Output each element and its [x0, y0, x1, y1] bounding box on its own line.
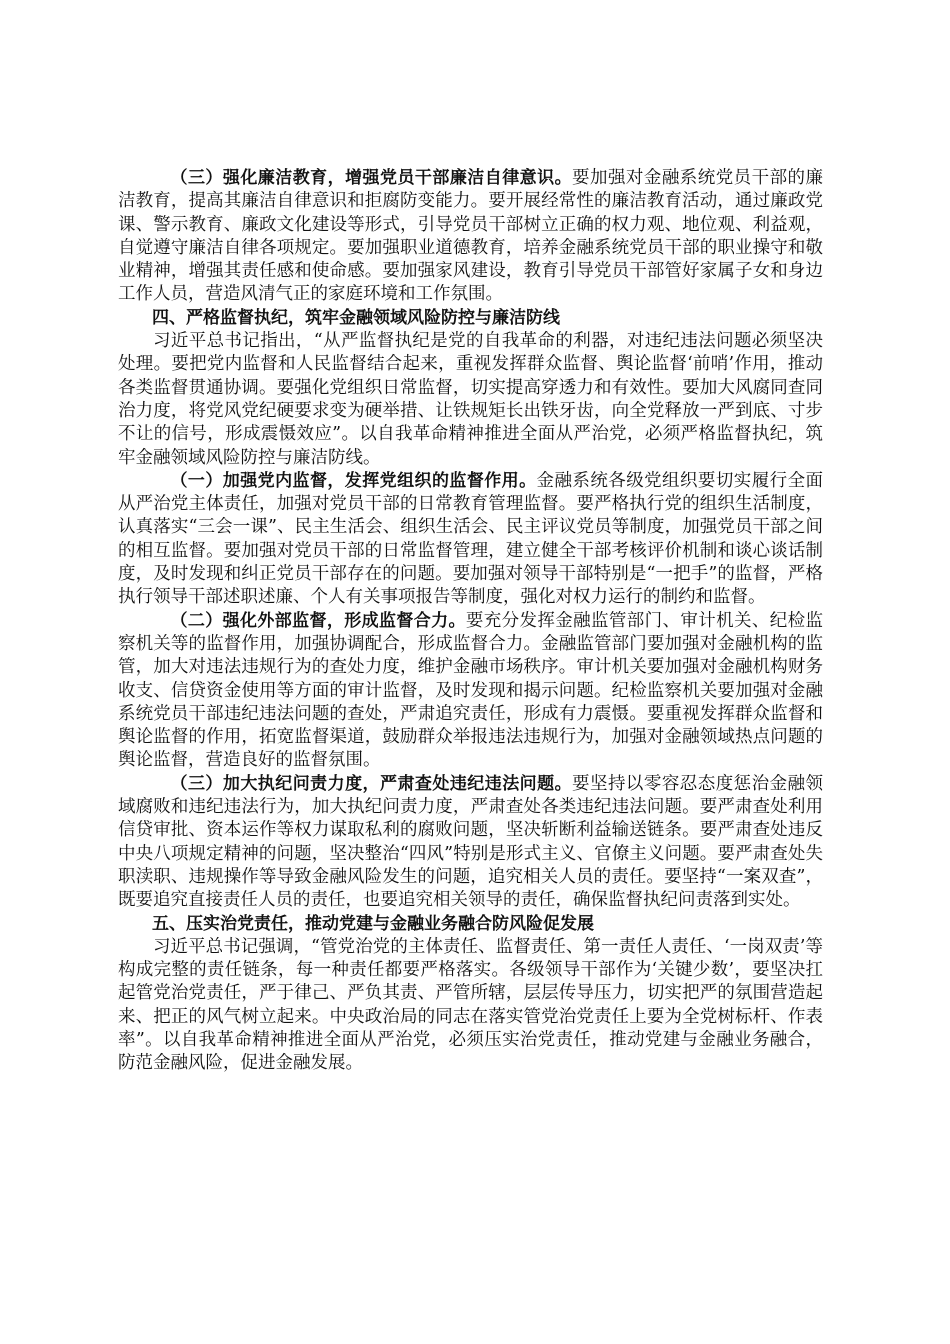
subheading-integrity-education: （三）强化廉洁教育，增强党员干部廉洁自律意识。: [170, 168, 573, 188]
paragraph-internal-supervision: [118, 470, 823, 610]
paragraph-supervision-quote: 习近平总书记指出，“从严监督执纪是党的自我革命的利器，对违纪违法问题必须坚决处理。要把党内监督和人民监督结合起来，重视发挥群众监督、舆论监督‘前哨’作用，推动各类监督贯通协调。要强化党组织日常监督，切实提高穿透力和有效性。要加大风腐同查同治力度，将党风党纪硬要求变为硬举措、让铁规矩长出铁牙齿，向全党释放一严到底、寸步不让的信号，形成震慑效应”。以自我革命精神推进全面从严治党，必须严格监督执纪，筑牢金融领域风险防控与廉洁防线。: [118, 331, 823, 468]
subheading-external-supervision: （二）强化外部监督，形成监督合力。: [170, 610, 466, 631]
paragraph-body: 要坚持以零容忍态度惩治金融领域腐败和违纪违法行为，加大执纪问责力度，严肃查处各类违纪违法问题。要严肃查处利用信贷审批、资本运作等权力谋取私利的腐败问题，坚决斩断利益输送链条。要严肃查处违反中央八项规定精神的问题，坚决整治“四风”特别是形式主义、官僚主义问题。要严肃查处失职渎职、违规操作等导致金融风险发生的问题，追究相关人员的责任。要坚持“一案双查”，既要追究直接责任人员的责任，也要追究相关领导的责任，确保监督执纪问责落到实处。: [118, 773, 824, 911]
paragraph-body: 要充分发挥金融监管部门、审计机关、纪检监察机关等的监督作用，加强协调配合，形成监督合力。金融监管部门要加强对金融机构的监管，加大对违法违规行为的查处力度，维护金融市场秩序。审计机关要加强对金融机构财务收支、信贷资金使用等方面的审计监督，及时发现和揭示问题。纪检监察机关要加强对金融系统党员干部违纪违法问题的查处，严肃追究责任，形成有力震慑。要重视发挥群众监督和舆论监督的作用，拓宽监督渠道，鼓励群众举报违法违规行为，加强对金融领域热点问题的舆论监督，营造良好的监督氛围。: [118, 610, 823, 771]
paragraph-external-supervision: [118, 610, 823, 773]
subheading-internal-supervision: （一）加强党内监督，发挥党组织的监督作用。: [170, 470, 537, 491]
paragraph-body: 要加强对金融系统党员干部的廉洁教育，提高其廉洁自律意识和拒腐防变能力。要开展经常性的廉洁教育活动，通过廉政党课、警示教育、廉政文化建设等形式，引导党员干部树立正确的权力观、地位观、利益观，自觉遵守廉洁自律各项规定。要加强职业道德教育，培养金融系统党员干部的职业操守和敬业精神，增强其责任感和使命感。要加强家风建设，教育引导党员干部管好家属子女和身边工作人员，营造风清气正的家庭环境和工作氛围。: [118, 168, 824, 305]
document-page: [118, 167, 823, 1076]
paragraph-responsibility-quote: 习近平总书记强调，“管党治党的主体责任、监督责任、第一责任人责任、‘一岗双责’等构成完整的责任链条，每一种责任都要严格落实。各级领导干部作为‘关键少数’，要坚决扛起管党治党责任，严于律己、严负其责、严管所辖，层层传导压力，切实把严的氛围营造起来、把正的风气树立起来。中央政治局的同志在落实管党治党责任上要为全党树标杆、作表率”。以自我革命精神推进全面从严治党，必须压实治党责任，推动党建与金融业务融合，防范金融风险，促进金融发展。: [118, 936, 823, 1074]
paragraph-integrity-education: [118, 167, 823, 307]
paragraph-accountability: [118, 773, 823, 913]
section-heading-four: 四、严格监督执纪，筑牢金融领域风险防控与廉洁防线: [152, 307, 560, 328]
section-heading-five: 五、压实治党责任，推动党建与金融业务融合防风险促发展: [152, 913, 594, 934]
subheading-accountability: （三）加大执纪问责力度，严肃查处违纪违法问题。: [170, 773, 573, 794]
paragraph-body: 金融系统各级党组织要切实履行全面从严治党主体责任，加强对党员干部的日常教育管理监督。要严格执行党的组织生活制度，认真落实“三会一课”、民主生活会、组织生活会、民主评议党员等制度，加强党员干部之间的相互监督。要加强对党员干部的日常监督管理，建立健全干部考核评价机制和谈心谈话制度，及时发现和纠正党员干部存在的问题。要加强对领导干部特别是“一把手”的监督，严格执行领导干部述职述廉、个人有关事项报告等制度，强化对权力运行的制约和监督。: [118, 470, 824, 608]
